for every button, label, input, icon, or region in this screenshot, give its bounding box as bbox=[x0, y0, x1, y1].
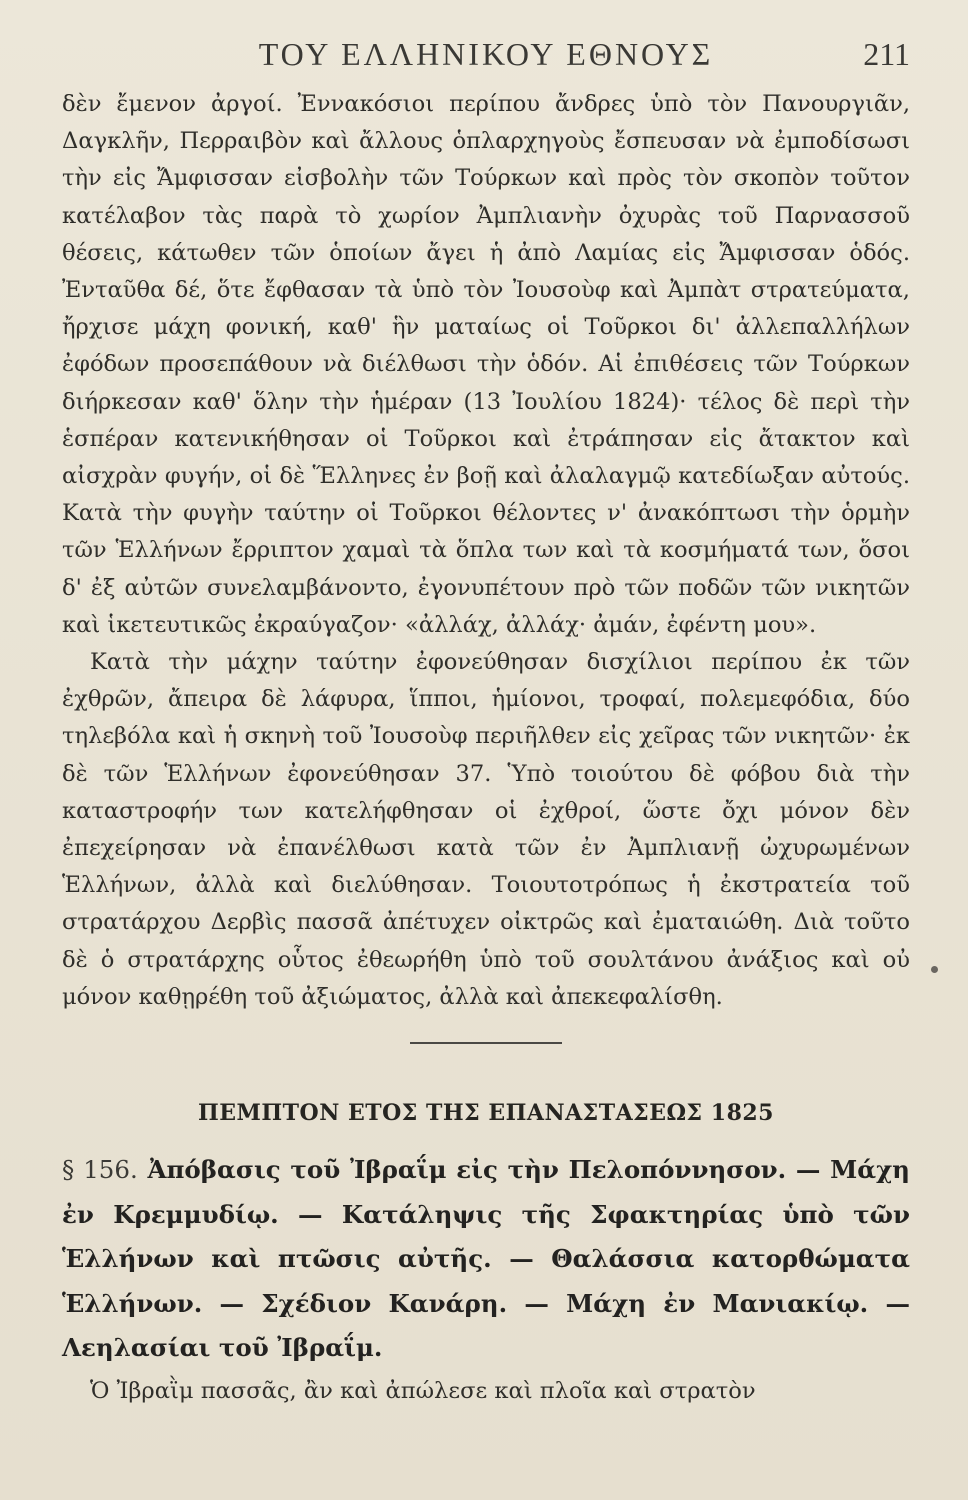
paragraph-1: δὲν ἔμενον ἀργοί. Ἐννακόσιοι περίπου ἄνδρες ὑπὸ τὸν Πανουργιᾶν, Δαγκλῆν, Περραιβὸν καὶ ἄλλους ὁπλαρχηγοὺς ἔσπευσαν νὰ ἐμποδίσωσι τὴν εἰς Ἄμφισσαν εἰσβολὴν τῶν Τούρκων καὶ πρὸς τὸν σκοπὸν τοῦτον κατέλαβον τὰς παρὰ τὸ χωρίον Ἀμπλιανὴν ὀχυρὰς τοῦ Παρνασσοῦ θέσεις, κάτωθεν τῶν ὁποίων ἄγει ἡ ἀπὸ Λαμίας εἰς Ἄμφισσαν ὁδός. Ἐνταῦθα δέ, ὅτε ἔφθασαν τὰ ὑπὸ τὸν Ἰουσοὺφ καὶ Ἀμπὰτ στρατεύματα, ἤρχισε μάχη φονική, καθ' ἣν ματαίως οἱ Τοῦρκοι δι' ἀλλεπαλλήλων ἐφόδων προσεπάθουν νὰ διέλθωσι τὴν ὁδόν. Αἱ ἐπιθέσεις τῶν Τούρκων διήρκεσαν καθ' ὅλην τὴν ἡμέραν (13 Ἰουλίου 1824)· τέλος δὲ περὶ τὴν ἑσπέραν κατενικήθησαν οἱ Τοῦρκοι καὶ ἐτράπησαν εἰς ἄτακτον καὶ αἰσχρὰν φυγήν, οἱ δὲ Ἕλληνες ἐν βοῇ καὶ ἀλαλαγμῷ κατεδίωξαν αὐτούς. Κατὰ τὴν φυγὴν ταύτην οἱ Τοῦρκοι θέλοντες ν' ἀνακόπτωσι τὴν ὁρμὴν τῶν Ἑλλήνων ἔρριπτον χαμαὶ τὰ ὅπλα των καὶ τὰ κοσμήματά των, ὅσοι δ' ἐξ αὐτῶν συνελαμβάνοντο, ἐγονυπέτουν πρὸ τῶν ποδῶν τῶν νικητῶν καὶ ἱκετευτικῶς ἐκραύγαζον· «ἀλλάχ, ἀλλάχ· ἀμάν, ἐφέντη μου». bbox=[62, 91, 910, 638]
chapter-heading: ΠΕΜΠΤΟΝ ΕΤΟΣ ΤΗΣ ΕΠΑΝΑΣΤΑΣΕΩΣ 1825 bbox=[197, 1100, 774, 1127]
section-summary bbox=[62, 1148, 910, 1371]
section-number: § 156. bbox=[62, 1155, 138, 1185]
page-number: 211 bbox=[863, 36, 910, 72]
margin-dot bbox=[931, 966, 938, 973]
paragraph-3-start: Ὁ Ἰβραῒμ πασσᾶς, ἂν καὶ ἀπώλεσε καὶ πλοῖα καὶ στρατὸν bbox=[90, 1377, 756, 1404]
paragraph-2: Κατὰ τὴν μάχην ταύτην ἐφονεύθησαν δισχίλιοι περίπου ἐκ τῶν ἐχθρῶν, ἄπειρα δὲ λάφυρα, ἵπποι, ἡμίονοι, τροφαί, πολεμεφόδια, δύο τηλεβόλα καὶ ἡ σκηνὴ τοῦ Ἰουσοὺφ περιῆλθεν εἰς χεῖρας τῶν νικητῶν· ἐκ δὲ τῶν Ἑλλήνων ἐφονεύθησαν 37. Ὑπὸ τοιούτου δὲ φόβου διὰ τὴν καταστροφήν των κατελήφθησαν οἱ ἐχθροί, ὥστε ὄχι μόνον δὲν ἐπεχείρησαν νὰ ἐπανέλθωσι κατὰ τῶν ἐν Ἀμπλιανῇ ὠχυρωμένων Ἑλλήνων, ἀλλὰ καὶ διελύθησαν. Τοιουτοτρόπως ἡ ἐκστρατεία τοῦ στρατάρχου Δερβὶς πασσᾶ ἀπέτυχεν οἰκτρῶς καὶ ἐματαιώθη. Διὰ τοῦτο δὲ ὁ στρατάρχης οὗτος ἐθεωρήθη ὑπὸ τοῦ σουλτάνου ἀνάξιος καὶ οὐ μόνον καθῃρέθη τοῦ ἀξιώματος, ἀλλὰ καὶ ἀπεκεφαλίσθη. bbox=[62, 649, 910, 1010]
running-title: ΤΟΥ ΕΛΛΗΝΙΚΟΥ ΕΘΝΟΥΣ bbox=[258, 36, 714, 72]
running-head bbox=[62, 0, 910, 86]
section-summary-text: Ἀπόβασις τοῦ Ἰβραΐμ εἰς τὴν Πελοπόννησον. — Μάχη ἐν Κρεμμυδίῳ. — Κατάληψις τῆς Σφακτηρίας ὑπὸ τῶν Ἑλλήνων καὶ πτῶσις αὐτῆς. — Θαλάσσια κατορθώματα Ἑλλήνων. — Σχέδιον Κανάρη. — Μάχη ἐν Μανιακίῳ. — Λεηλασίαι τοῦ Ἰβραΐμ. bbox=[62, 1155, 910, 1363]
section-divider bbox=[410, 1042, 562, 1044]
